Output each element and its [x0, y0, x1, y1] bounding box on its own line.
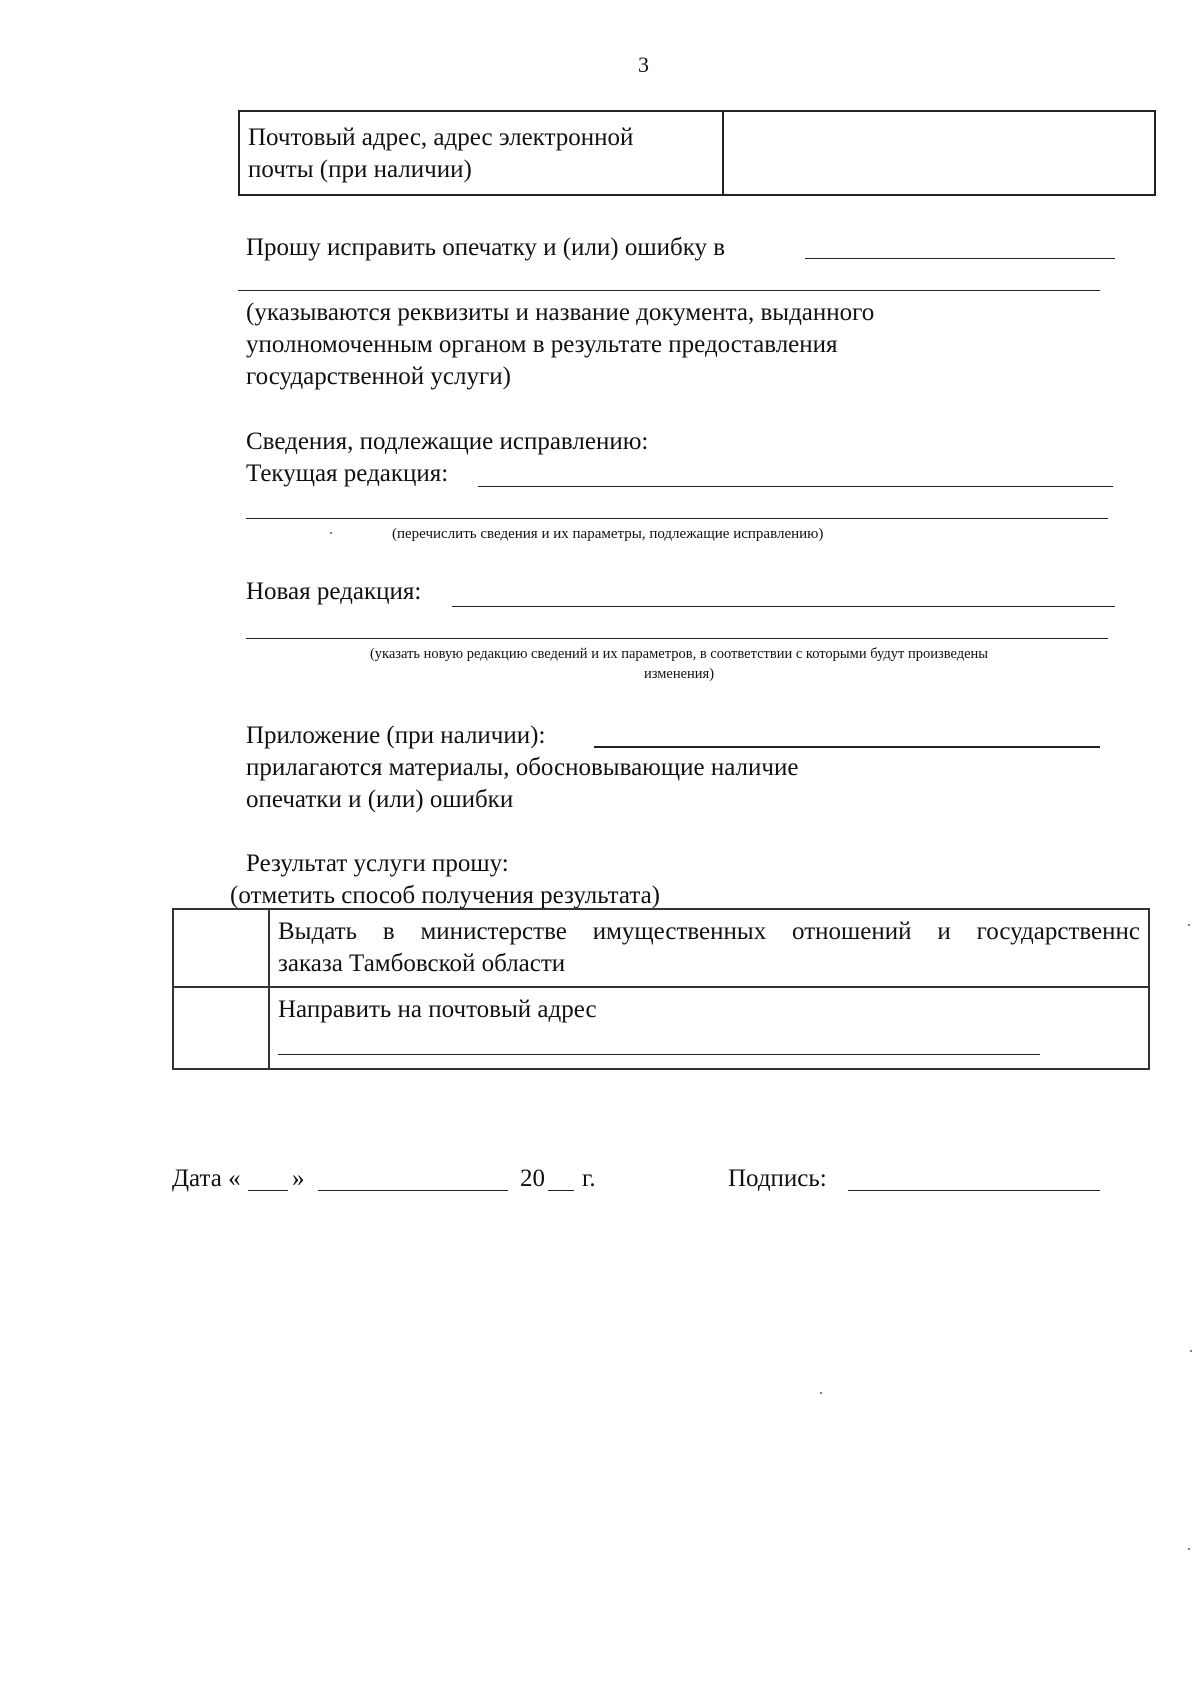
current-edition-field-continued[interactable] — [246, 518, 1108, 519]
new-edition-label: Новая редакция: — [246, 578, 422, 605]
date-year-field[interactable] — [548, 1190, 574, 1191]
scan-speck — [1190, 1350, 1192, 1352]
result-option-checkbox[interactable] — [174, 910, 270, 986]
new-edition-hint-line2: изменения) — [643, 666, 715, 682]
contact-label-cell — [240, 112, 724, 194]
request-document-field-continued[interactable] — [238, 290, 1100, 291]
date-prefix: Дата « — [172, 1165, 241, 1192]
result-option1-line2: заказа Тамбовской области — [278, 950, 566, 977]
contact-table — [238, 110, 1156, 196]
current-edition-hint: (перечислить сведения и их параметры, подлежащие исправлению) — [392, 526, 824, 542]
new-edition-field-continued[interactable] — [246, 638, 1108, 639]
result-option-text — [270, 910, 1148, 986]
attachment-line2: опечатки и (или) ошибки — [246, 786, 514, 813]
date-day-field[interactable] — [248, 1190, 288, 1191]
request-document-field[interactable] — [805, 258, 1115, 259]
scan-speck — [1188, 1548, 1190, 1550]
date-quote-close: » — [292, 1165, 305, 1192]
result-options-table — [172, 908, 1150, 1070]
signature-field[interactable] — [848, 1190, 1100, 1191]
page-number: 3 — [638, 52, 649, 77]
result-option-checkbox[interactable] — [174, 988, 270, 1068]
result-option-text — [270, 988, 1148, 1068]
result-hint: (отметить способ получения результата) — [230, 882, 660, 909]
new-edition-hint-line1: (указать новую редакцию сведений и их параметров, в соответствии с которыми будут произведены — [369, 646, 989, 662]
current-edition-label: Текущая редакция: — [246, 460, 449, 487]
new-edition-field[interactable] — [452, 606, 1115, 607]
result-option1-line1: Выдать в министерстве имущественных отношений и государственнс — [278, 918, 1140, 945]
scan-speck — [1188, 924, 1190, 926]
contact-label-line2: почты (при наличии) — [248, 156, 472, 183]
scan-speck — [820, 1392, 822, 1394]
date-month-field[interactable] — [318, 1190, 508, 1191]
date-year-suffix: г. — [582, 1165, 596, 1192]
request-note-line1: (указываются реквизиты и название документа, выданного — [246, 299, 875, 326]
result-option2-label: Направить на почтовый адрес — [278, 996, 597, 1023]
result-heading: Результат услуги прошу: — [246, 850, 509, 877]
date-year-prefix: 20 — [520, 1165, 545, 1192]
result-option-row — [174, 910, 1148, 988]
request-text: Прошу исправить опечатку и (или) ошибку в — [246, 234, 726, 261]
result-option-row — [174, 988, 1148, 1068]
attachment-label: Приложение (при наличии): — [246, 722, 546, 749]
request-note-line3: государственной услуги) — [246, 363, 511, 390]
request-note-line2: уполномоченным органом в результате предоставления — [246, 331, 838, 358]
attachment-line1: прилагаются материалы, обосновывающие наличие — [246, 754, 799, 781]
signature-label: Подпись: — [728, 1165, 827, 1192]
contact-value-field[interactable] — [724, 112, 1154, 194]
scan-speck — [330, 532, 332, 534]
contact-label-line1: Почтовый адрес, адрес электронной — [248, 124, 634, 151]
attachment-field[interactable] — [594, 746, 1100, 748]
postal-address-field[interactable] — [278, 1054, 1040, 1055]
corrections-heading: Сведения, подлежащие исправлению: — [246, 428, 649, 455]
current-edition-field[interactable] — [478, 486, 1113, 487]
